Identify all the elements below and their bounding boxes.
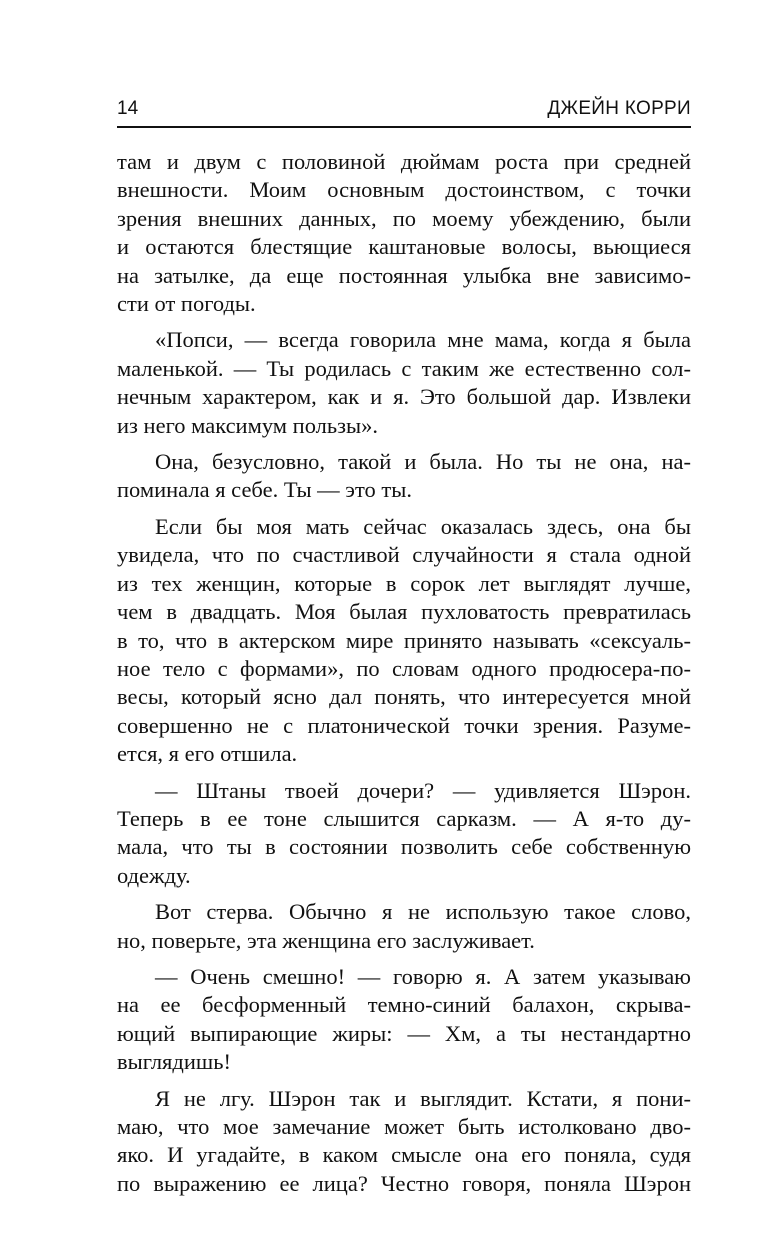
text-line: маю, что мое замечание может быть истолковано дво- xyxy=(117,1114,691,1139)
text-line: мала, что ты в состоянии позволить себе собственную xyxy=(117,834,691,860)
text-line: Вот стерва. Обычно я не использую такое слово, xyxy=(155,899,691,925)
text-line: ное тело с формами», по словам одного продюсера-по- xyxy=(117,655,691,681)
paragraph xyxy=(117,448,691,505)
text-line: из тех женщин, которые в сорок лет выглядят лучше, xyxy=(117,570,691,596)
paragraph xyxy=(117,148,691,318)
text-line: нечным характером, как и я. Это большой дар. Извлеки xyxy=(117,384,691,410)
text-line: Если бы моя мать сейчас оказалась здесь, она бы xyxy=(155,513,691,539)
text-line: из него максимум пользы». xyxy=(117,412,379,438)
text-line: выглядишь! xyxy=(117,1049,231,1075)
page-header xyxy=(117,96,691,128)
running-head-author: ДЖЕЙН КОРРИ xyxy=(547,98,691,119)
paragraph xyxy=(117,1085,691,1199)
text-line: чем в двадцать. Моя былая пухловатость превратилась xyxy=(117,599,691,625)
text-line: «Попси, — всегда говорила мне мама, когда я была xyxy=(155,327,691,353)
text-line: весы, который ясно дал понять, что интересуется мной xyxy=(117,684,691,710)
text-line: поминала я себе. Ты — это ты. xyxy=(117,477,412,503)
text-line: там и двум с половиной дюймам роста при средней xyxy=(117,149,691,174)
text-line: зрения внешних данных, по моему убеждению, были xyxy=(117,205,691,231)
text-line: увидела, что по счастливой случайности я стала одной xyxy=(117,542,691,568)
text-line: ющий выпирающие жиры: — Хм, а ты нестандартно xyxy=(117,1020,691,1046)
paragraph xyxy=(117,326,691,440)
paragraph xyxy=(117,777,691,891)
text-line: яко. И угадайте, в каком смысле она его поняла, судя xyxy=(117,1142,691,1168)
text-line: Я не лгу. Шэрон так и выглядит. Кстати, я пони- xyxy=(155,1085,691,1111)
text-line: внешности. Моим основным достоинством, с точки xyxy=(117,177,691,203)
page-number: 14 xyxy=(117,98,139,119)
text-line: одежду. xyxy=(117,862,191,888)
text-line: по выражению ее лица? Честно говоря, поняла Шэрон xyxy=(117,1170,691,1196)
text-line: маленькой. — Ты родилась с таким же естественно сол- xyxy=(117,355,691,381)
paragraph xyxy=(117,898,691,955)
text-line: Теперь в ее тоне слышится сарказм. — А я-то ду- xyxy=(117,805,691,831)
text-line: на затылке, да еще постоянная улыбка вне зависимо- xyxy=(117,262,691,288)
text-line: — Штаны твоей дочери? — удивляется Шэрон. xyxy=(155,777,691,803)
text-line: — Очень смешно! — говорю я. А затем указываю xyxy=(155,963,691,989)
text-line: в то, что в актерском мире принято называть «сексуаль- xyxy=(117,627,691,653)
paragraph xyxy=(117,513,691,769)
text-line: сти от погоды. xyxy=(117,291,256,317)
paragraph xyxy=(117,963,691,1077)
text-line: и остаются блестящие каштановые волосы, вьющиеся xyxy=(117,234,691,260)
text-line: ется, я его отшила. xyxy=(117,741,298,767)
text-line: совершенно не с платонической точки зрения. Разуме- xyxy=(117,712,691,738)
text-line: но, поверьте, эта женщина его заслуживает. xyxy=(117,927,535,953)
text-line: Она, безусловно, такой и была. Но ты не она, на- xyxy=(155,449,691,475)
body-text xyxy=(117,148,691,1206)
text-line: на ее бесформенный темно-синий балахон, скрыва- xyxy=(117,992,691,1018)
